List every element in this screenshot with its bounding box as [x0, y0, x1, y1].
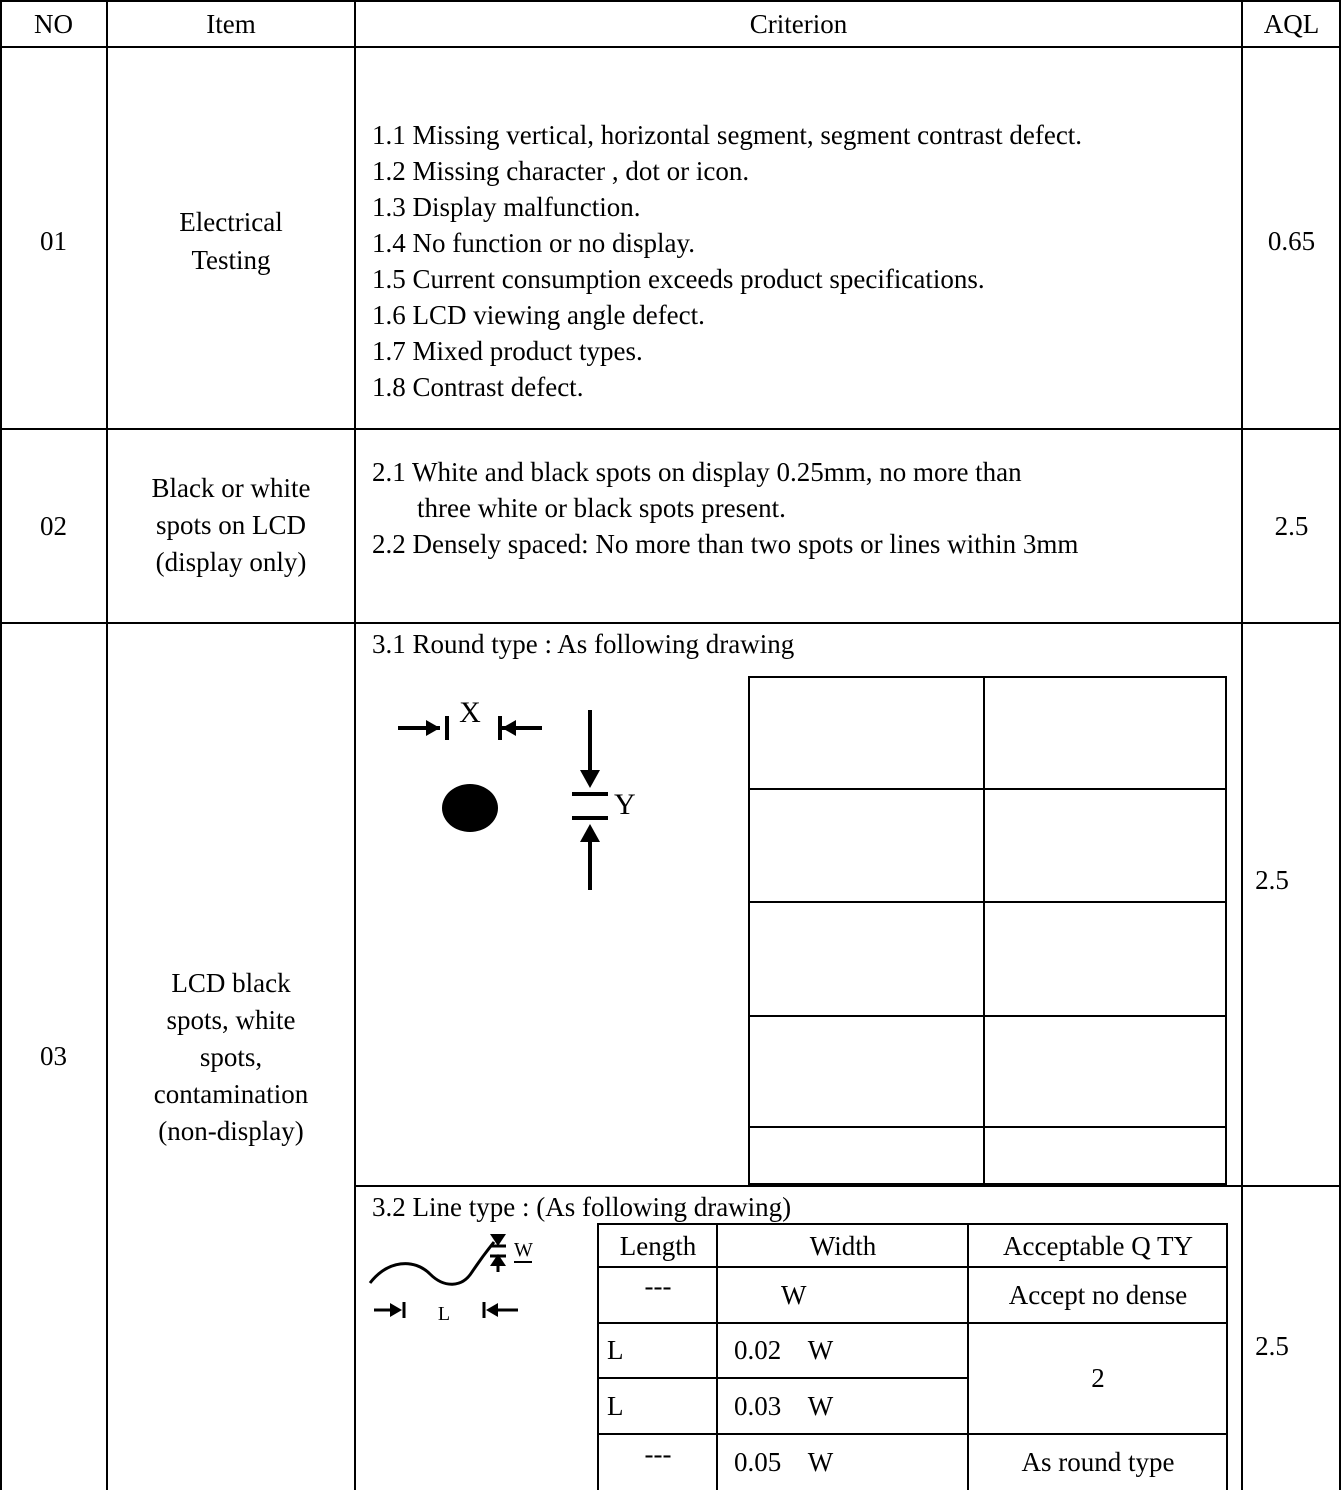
row2-aql: 2.5 [1274, 511, 1309, 541]
row2-item-line: (display only) [155, 547, 307, 577]
table-cell-length: --- [644, 1439, 672, 1469]
table-cell-qty: Accept no dense [1008, 1280, 1188, 1310]
line-table-header-length: Length [619, 1231, 697, 1261]
criterion-line: 1.4 No function or no display. [372, 228, 695, 258]
w-label: W [514, 1239, 533, 1261]
row1-no: 01 [40, 226, 67, 256]
row1-item-line: Electrical [179, 207, 283, 237]
header-no: NO [34, 9, 73, 39]
table-cell-width: 0.02 W [734, 1335, 834, 1365]
row3-no: 03 [40, 1041, 67, 1071]
row1-item [107, 203, 355, 279]
criterion-line: 1.8 Contrast defect. [372, 372, 584, 402]
y-label: Y [614, 788, 636, 821]
criterion-line: 2.2 Densely spaced: No more than two spots or lines within 3mm [372, 529, 1079, 559]
row1-criteria [372, 117, 1082, 405]
row1-aql: 0.65 [1267, 226, 1316, 256]
line-type-caption: 3.2 Line type : (As following drawing) [372, 1192, 792, 1222]
criterion-line: 1.1 Missing vertical, horizontal segment, segment contrast defect. [372, 120, 1083, 150]
criterion-line: 1.6 LCD viewing angle defect. [372, 300, 705, 330]
header-aql: AQL [1263, 9, 1320, 39]
table-cell-width: 0.03 W [734, 1391, 834, 1421]
line-type-drawing [368, 1228, 568, 1328]
row3-item-line: spots, [199, 1042, 263, 1072]
table-cell-qty: 2 [1091, 1363, 1105, 1393]
row3-item-line: (non-display) [158, 1116, 304, 1146]
row2-criteria [372, 454, 1078, 562]
row2-no: 02 [40, 511, 67, 541]
criterion-line: 2.1 White and black spots on display 0.25mm, no more than [372, 457, 1022, 487]
row3-item-line: LCD black [171, 968, 291, 998]
header-item: Item [206, 9, 256, 39]
table-cell-width: 0.05 W [734, 1447, 834, 1477]
criterion-line: three white or black spots present. [417, 493, 786, 523]
row2-item [107, 470, 355, 581]
round-type-aql: 2.5 [1255, 865, 1289, 895]
criterion-line: 1.5 Current consumption exceeds product specifications. [372, 264, 985, 294]
row3-item-line: spots, white [166, 1005, 296, 1035]
table-cell-length: --- [644, 1271, 672, 1301]
row1-item-line: Testing [191, 245, 271, 275]
criterion-line: 1.3 Display malfunction. [372, 192, 641, 222]
table-cell-length: L [607, 1391, 624, 1421]
x-label: X [459, 696, 481, 729]
round-type-drawing [390, 690, 690, 900]
row2-item-line: spots on LCD [155, 510, 307, 540]
row2-item-line: Black or white [151, 473, 311, 503]
table-cell-width: W [781, 1280, 807, 1310]
header-criterion: Criterion [749, 9, 848, 39]
line-type-aql: 2.5 [1255, 1331, 1289, 1361]
round-type-caption: 3.1 Round type : As following drawing [372, 629, 795, 659]
row3-item-line: contamination [153, 1079, 309, 1109]
line-table-header-qty: Acceptable Q TY [1003, 1231, 1193, 1261]
table-cell-length: L [607, 1335, 624, 1365]
table-cell-qty: As round type [1021, 1447, 1175, 1477]
criterion-line: 1.7 Mixed product types. [372, 336, 643, 366]
criterion-line: 1.2 Missing character , dot or icon. [372, 156, 750, 186]
row3-item [107, 965, 355, 1150]
line-table-header-width: Width [809, 1231, 877, 1261]
l-label: L [437, 1303, 451, 1325]
